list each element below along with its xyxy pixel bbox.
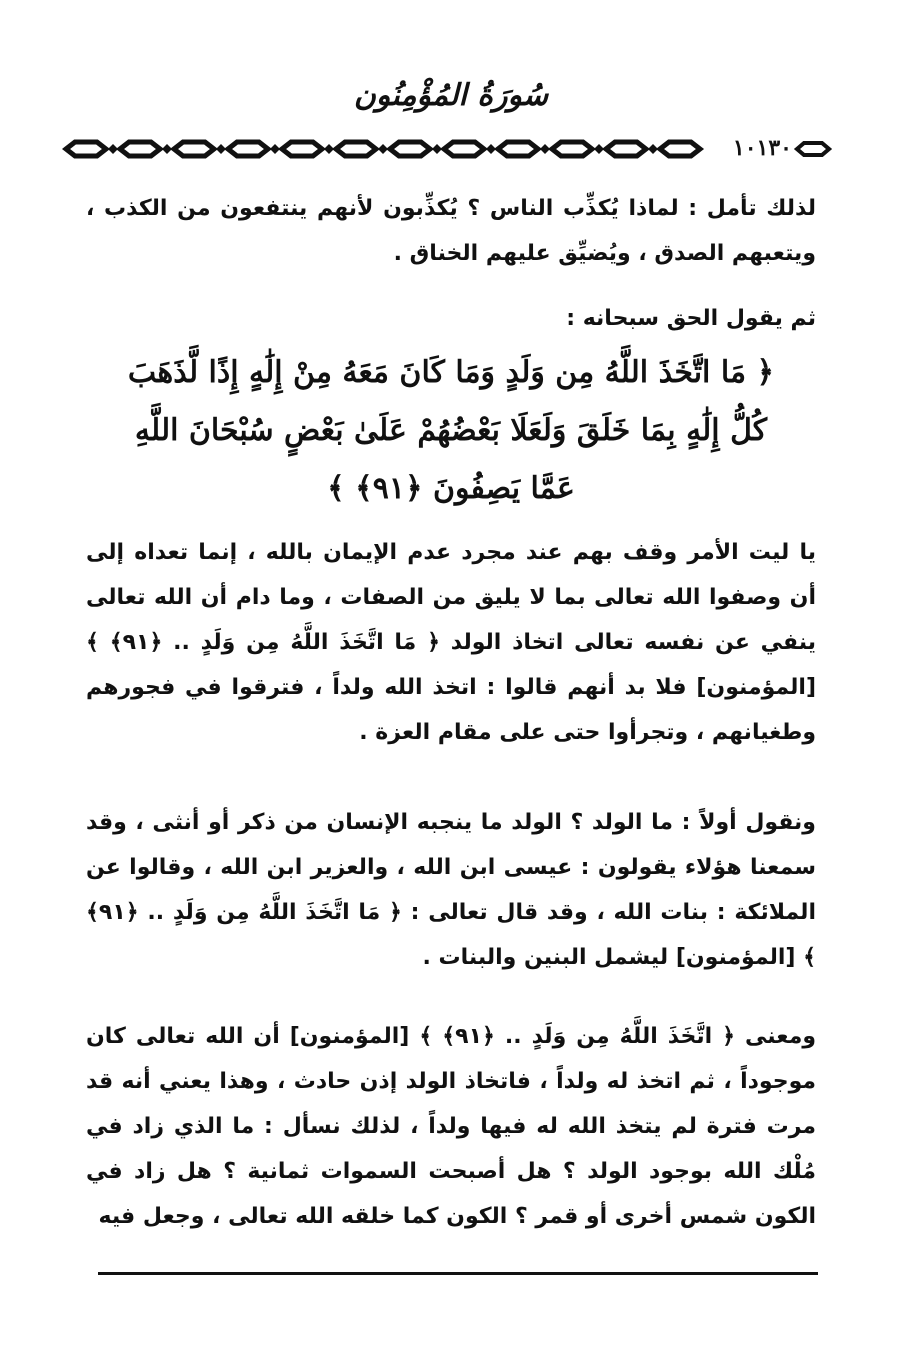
chain-link-icon [336, 142, 376, 156]
chain-diamond-icon [486, 144, 496, 154]
chain-link-icon [66, 142, 106, 156]
chain-link-icon [552, 142, 592, 156]
page-number: ١٠١٣٠ [732, 135, 792, 161]
chain-diamond-icon [216, 144, 226, 154]
surah-title: سُورَةُ المُؤْمِنُون [353, 78, 549, 113]
chain-diamond-icon [270, 144, 280, 154]
oval-ornament-icon [794, 140, 832, 158]
paragraph-4: ونقول أولاً : ما الولد ؟ الولد ما ينجبه الإنسان من ذكر أو أنثى ، وقد سمعنا هؤلاء يقولون : عيسى ابن الله ، والعزير ابن الله ، وقالوا عن الملائكة : بنات الله ، وقد قال تعالى : ﴿ مَا اتَّخَذَ اللَّهُ مِن وَلَدٍ .. ﴿٩١﴾ ﴾ [المؤمنون] ليشمل البنين والبنات . [86, 810, 816, 970]
header-ornament-row [62, 132, 832, 166]
verse-line-1: ﴿ مَا اتَّخَذَ اللَّهُ مِن وَلَدٍ وَمَا كَانَ مَعَهُ مِنْ إِلَٰهٍ إِذًا لَّذَهَبَ [127, 355, 775, 390]
chain-link-icon [228, 142, 268, 156]
verse-line-2: كُلُّ إِلَٰهٍ بِمَا خَلَقَ وَلَعَلَا بَعْضُهُمْ عَلَىٰ بَعْضٍ سُبْحَانَ اللَّهِ [134, 413, 768, 448]
paragraph-intro: ثم يقول الحق سبحانه : [566, 306, 816, 331]
chain-link-icon [606, 142, 646, 156]
chain-diamond-icon [162, 144, 172, 154]
chain-diamond-icon [648, 144, 658, 154]
paragraph-3: يا ليت الأمر وقف بهم عند مجرد عدم الإيمان بالله ، إنما تعداه إلى أن وصفوا الله تعالى بما لا يليق من الصفات ، وما دام أن الله تعالى ينفي عن نفسه تعالى اتخاذ الولد ﴿ مَا اتَّخَذَ اللَّهُ مِن وَلَدٍ .. ﴿٩١﴾ ﴾ [المؤمنون] فلا بد أنهم قالوا : اتخذ الله ولداً ، فترقوا في فجورهم وطغيانهم ، وتجرأوا حتى على مقام العزة . [86, 540, 816, 745]
chain-diamond-icon [378, 144, 388, 154]
chain-diamond-icon [540, 144, 550, 154]
chain-link-icon [390, 142, 430, 156]
chain-link-icon [174, 142, 214, 156]
chain-link-icon [444, 142, 484, 156]
chain-diamond-icon [108, 144, 118, 154]
chain-diamond-icon [594, 144, 604, 154]
verse-line-3: عَمَّا يَصِفُونَ ﴿٩١﴾ ﴾ [327, 471, 575, 506]
chain-diamond-icon [432, 144, 442, 154]
chain-diamond-icon [324, 144, 334, 154]
chain-link-icon [498, 142, 538, 156]
chain-link-icon [282, 142, 322, 156]
paragraph-1: لذلك تأمل : لماذا يُكذِّب الناس ؟ يُكذِّبون لأنهم ينتفعون من الكذب ، ويتعبهم الصدق ، ويُضيِّق عليهم الخناق . [86, 196, 816, 266]
chain-ornament-icon [62, 132, 712, 166]
chain-link-icon [660, 142, 700, 156]
footer-divider [98, 1272, 818, 1275]
paragraph-5: ومعنى ﴿ اتَّخَذَ اللَّهُ مِن وَلَدٍ .. ﴿٩١﴾ ﴾ [المؤمنون] أن الله تعالى كان موجوداً ، ثم اتخذ له ولداً ، فاتخاذ الولد إذن حادث ، وهذا يعني أنه قد مرت فترة لم يتخذ الله له فيها ولداً ، لذلك نسأل : ما الذي زاد في مُلْك الله بوجود الولد ؟ هل أصبحت السموات ثمانية ؟ هل زاد في الكون شمس أخرى أو قمر ؟ الكون كما خلقه الله تعالى ، وجعل فيه [86, 1024, 816, 1229]
chain-link-icon [120, 142, 160, 156]
quran-verse [86, 344, 816, 518]
